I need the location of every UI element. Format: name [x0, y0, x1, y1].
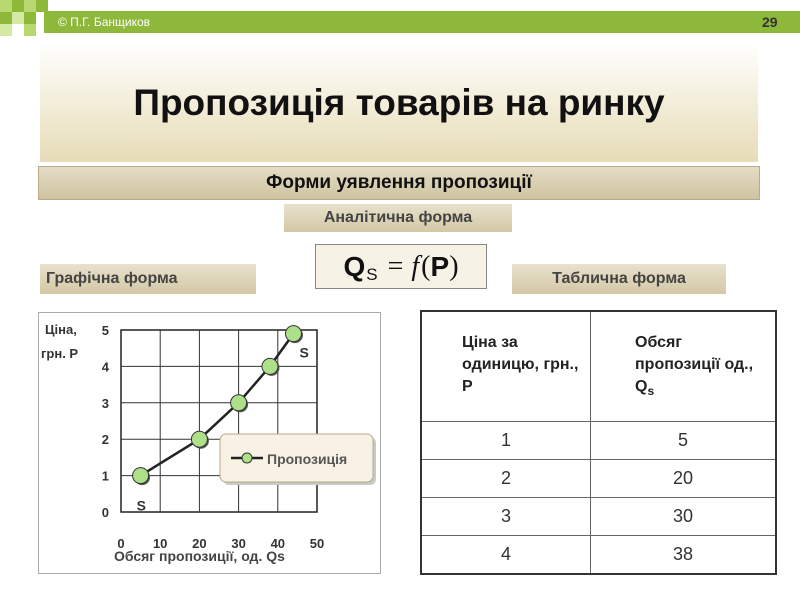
data-point	[191, 431, 207, 447]
table-cell: 3	[421, 498, 591, 536]
copyright-text: © П.Г. Банщиков	[58, 15, 151, 29]
table-row	[421, 498, 776, 536]
curve-label-s: S	[136, 497, 146, 514]
formula-lhs-sub: S	[366, 264, 378, 284]
supply-chart	[38, 312, 381, 574]
data-point	[133, 468, 149, 484]
formula-lparen: (	[421, 250, 431, 282]
supply-table	[420, 310, 777, 575]
y-axis-label-line2: грн. Р	[41, 346, 79, 361]
table-header-quantity-wrap	[591, 312, 775, 402]
curve-label-s: S	[299, 344, 309, 361]
data-point	[262, 358, 278, 374]
data-point	[285, 326, 301, 342]
table-row	[421, 536, 776, 575]
table-header-row	[421, 311, 776, 422]
table-cell: 1	[421, 422, 591, 460]
subtitle: Форми уявлення пропозиції	[266, 172, 532, 193]
y-tick-label: 4	[101, 359, 109, 375]
table-cell: 4	[421, 536, 591, 575]
analytic-form-label: Аналітична форма	[284, 204, 512, 232]
decor-square	[0, 0, 12, 12]
page-number: 29	[762, 14, 778, 30]
x-axis-label: Обсяг пропозиції, од. Qs	[114, 548, 285, 564]
y-axis-label-line1: Ціна,	[45, 322, 77, 337]
table-cell: 30	[591, 498, 777, 536]
x-tick-label: 20	[192, 536, 207, 551]
table-row	[421, 460, 776, 498]
table-cell: 5	[591, 422, 777, 460]
decor-square	[24, 12, 36, 24]
table-row	[421, 422, 776, 460]
decor-square	[24, 0, 36, 12]
y-tick-label: 3	[101, 395, 109, 411]
data-point	[231, 395, 247, 411]
legend-marker-icon	[242, 453, 252, 463]
table-cell: 2	[421, 460, 591, 498]
supply-formula	[315, 244, 487, 289]
x-tick-label: 40	[270, 536, 286, 551]
x-tick-label: 0	[117, 536, 125, 551]
table-header-price-text: Ціна за одиницю, грн., Р	[462, 334, 579, 395]
table-cell: 38	[591, 536, 777, 575]
table-header-quantity-text: Обсяг пропозиції од., Q	[635, 334, 754, 395]
y-tick-label: 5	[101, 323, 109, 338]
x-tick-label: 10	[152, 536, 168, 551]
tabular-form-label: Таблична форма	[512, 264, 726, 294]
formula-eq: =	[387, 250, 404, 282]
formula-fn: f	[411, 250, 420, 282]
decor-square	[24, 24, 36, 36]
x-tick-label: 50	[309, 536, 325, 551]
decor-square	[0, 12, 12, 24]
y-tick-label: 2	[101, 432, 109, 448]
table-header-quantity	[591, 311, 777, 422]
decor-square	[12, 0, 24, 12]
formula-lhs: Q	[343, 250, 366, 282]
page-title: Пропозиція товарів на ринку	[133, 82, 665, 123]
supply-table-wrap	[420, 310, 777, 575]
legend-label: Пропозиція	[267, 451, 348, 467]
y-tick-label: 1	[101, 468, 109, 484]
formula-rparen: )	[449, 250, 459, 282]
x-tick-label: 30	[231, 536, 246, 551]
table-cell: 20	[591, 460, 777, 498]
y-tick-label: 0	[101, 505, 109, 520]
table-header-quantity-sub: s	[647, 384, 655, 399]
formula-arg: P	[430, 250, 450, 282]
table-header-price	[421, 311, 591, 422]
decor-square	[0, 24, 12, 36]
decor-square	[12, 12, 24, 24]
graphic-form-label: Графічна форма	[40, 264, 256, 294]
supply-chart-svg	[39, 313, 380, 573]
header-strip	[44, 11, 800, 33]
